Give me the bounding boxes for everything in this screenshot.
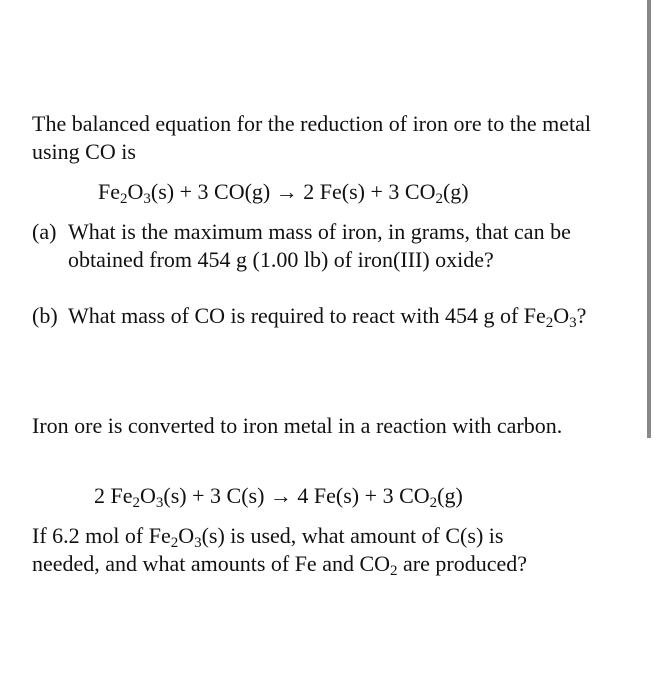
text-run: ? [576, 303, 587, 328]
subscript: 2 [390, 563, 398, 579]
eq-term: Fe [98, 179, 120, 204]
problem2-intro: Iron ore is converted to iron metal in a reaction with carbon. [32, 413, 563, 438]
text-run: O [178, 523, 195, 548]
reaction-arrow: → [275, 179, 298, 204]
subscript: 3 [569, 315, 577, 331]
scrollbar[interactable] [647, 0, 651, 438]
subscript: 3 [143, 191, 151, 207]
text-run: If 6.2 mol of Fe [32, 523, 171, 548]
eq-term: O [140, 483, 156, 508]
text-run: are produced? [397, 551, 528, 576]
plus-sign: + [370, 179, 383, 204]
question-a [32, 218, 592, 302]
text-run: (s) is used, what amount of C(s) is needed, and what amounts of Fe and CO [32, 523, 504, 576]
eq-state: (s) [163, 483, 187, 508]
question-text [68, 302, 598, 330]
eq-term: 4 Fe(s) [297, 483, 360, 508]
problem1-intro: The balanced equation for the reduction of iron ore to the metal using CO is [32, 111, 591, 164]
question-b [32, 302, 592, 358]
question-label: (b) [32, 303, 58, 328]
problem2-equation [94, 482, 463, 510]
reaction-arrow: → [269, 483, 292, 508]
eq-term: 3 CO [388, 179, 436, 204]
question-label: (a) [32, 219, 57, 244]
eq-state: (g) [437, 483, 463, 508]
plus-sign: + [179, 179, 193, 204]
eq-term: O [127, 179, 144, 204]
plus-sign: + [364, 483, 378, 508]
eq-term: 3 C(s) [210, 483, 265, 508]
problem1-equation [98, 178, 469, 206]
eq-term: 2 Fe [94, 483, 133, 508]
subscript: 2 [429, 495, 438, 511]
question-text: What is the maximum mass of iron, in grams, that can be obtained from 454 g (1.00 lb) of iron(III) oxide? [68, 219, 571, 272]
subscript: 2 [120, 191, 128, 207]
eq-state: (g) [442, 179, 469, 204]
eq-term: 3 CO [382, 483, 430, 508]
subscript: 3 [194, 535, 202, 551]
subscript: 3 [155, 495, 164, 511]
subscript: 2 [132, 495, 140, 511]
plus-sign: + [192, 483, 205, 508]
eq-term: 3 CO(g) [197, 179, 271, 204]
problem2-question [32, 522, 572, 578]
eq-state: (s) [150, 179, 175, 204]
text-run: O [553, 303, 570, 328]
subscript: 2 [435, 191, 443, 207]
subscript: 2 [170, 535, 179, 551]
text-run: What mass of CO is required to react with 454 g of Fe [68, 303, 546, 328]
eq-term: 2 Fe(s) [303, 179, 365, 204]
subscript: 2 [545, 315, 554, 331]
